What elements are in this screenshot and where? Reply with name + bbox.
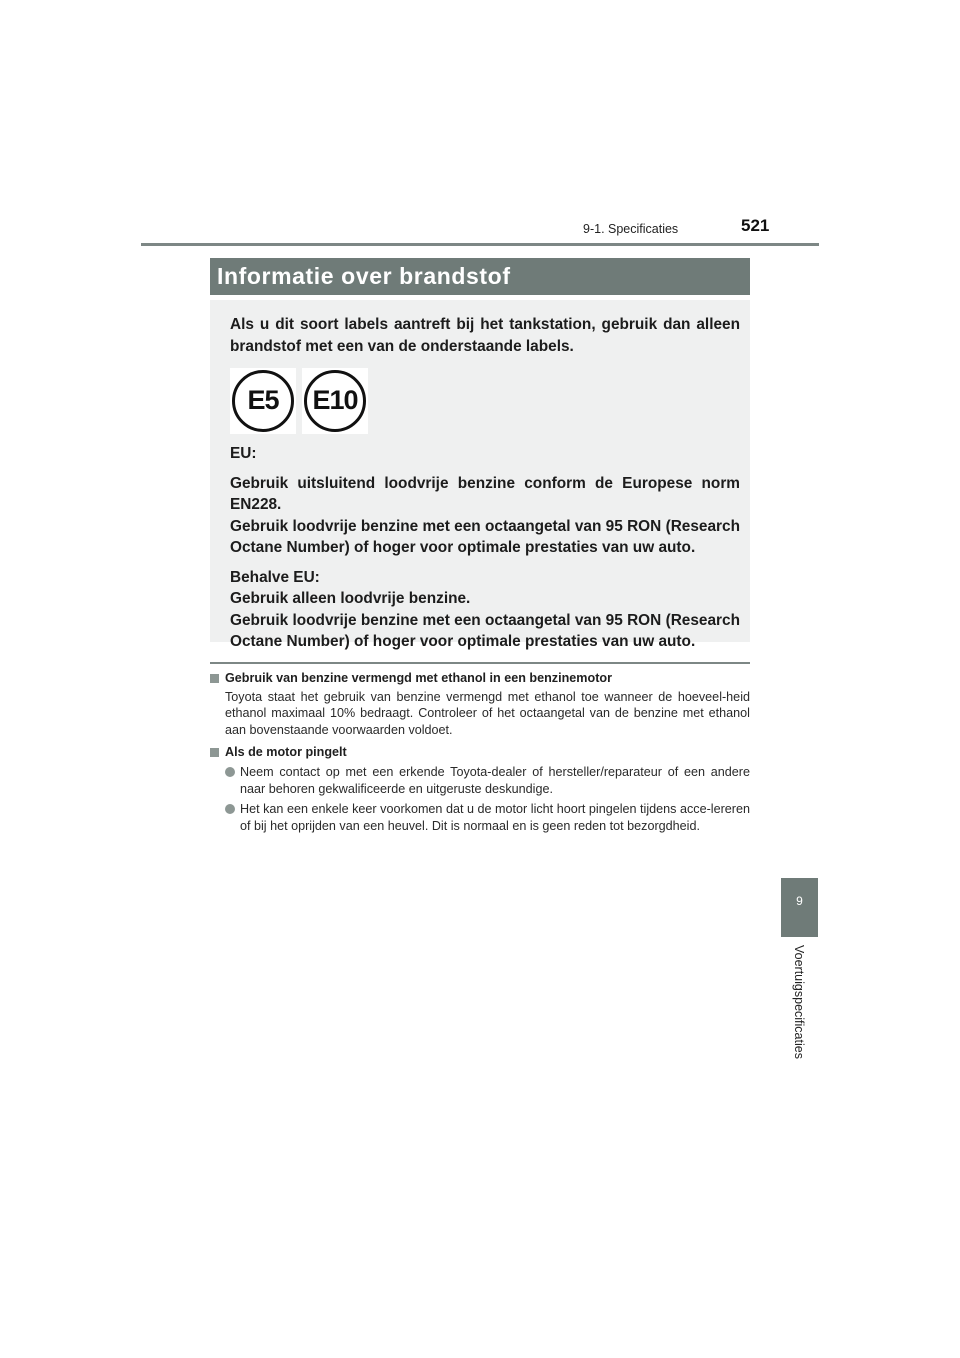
fuel-labels <box>230 368 740 434</box>
notes-section <box>210 670 750 838</box>
header-section-title: 9-1. Specificaties <box>583 222 679 236</box>
ethanol-note-heading <box>210 670 750 687</box>
intro-text: Als u dit soort labels aantreft bij het tankstation, gebruik dan alleen brandstof met een van de onderstaande labels. <box>230 316 740 355</box>
notes-divider <box>210 662 750 664</box>
eu-heading: EU: <box>230 445 257 462</box>
knock-heading-text: Als de motor pingelt <box>225 745 347 760</box>
list-item <box>210 764 750 797</box>
page-number: 521 <box>741 216 770 235</box>
round-bullet-icon <box>225 804 235 814</box>
ethanol-heading-text: Gebruik van benzine vermengd met ethanol in een benzinemotor <box>225 671 612 685</box>
knock-bullet-text-1: Neem contact op met een erkende Toyota-dealer of hersteller/reparateur of een andere naar behoren gekwalificeerde en uitgeruste deskundige. <box>240 764 750 796</box>
ethanol-note-text: Toyota staat het gebruik van benzine vermengd met ethanol toe wanneer de hoeveel-heid ethanol maximaal 10% bedraagt. Controleer of het octaangetal van de benzine met ethanol aan bovenstaande voorwaarden voldoet. <box>225 689 750 737</box>
non-eu-heading: Behalve EU: <box>230 568 320 586</box>
header-divider <box>141 243 819 246</box>
fuel-label-e10-text: E10 <box>304 370 366 432</box>
fuel-label-e10 <box>302 368 368 434</box>
list-item <box>210 801 750 834</box>
eu-text-2: Gebruik loodvrije benzine met een octaangetal van 95 RON (Research Octane Number) of hoger voor optimale prestaties van uw auto. <box>230 517 740 556</box>
chapter-tab: 9 <box>781 878 818 937</box>
square-bullet-icon <box>210 674 219 683</box>
eu-text-1: Gebruik uitsluitend loodvrije benzine conform de Europese norm EN228. <box>230 474 740 513</box>
fuel-info-box <box>210 300 750 650</box>
knock-note-heading <box>210 744 750 761</box>
fuel-label-e5-text: E5 <box>232 370 294 432</box>
chapter-side-label: Voertuigspecificaties <box>792 945 806 1059</box>
square-bullet-icon <box>210 748 219 757</box>
non-eu-text-1: Gebruik alleen loodvrije benzine. <box>230 590 471 607</box>
non-eu-text-2: Gebruik loodvrije benzine met een octaangetal van 95 RON (Research Octane Number) of hoger voor optimale prestaties van uw auto. <box>230 611 740 650</box>
section-title: Informatie over brandstof <box>210 258 750 295</box>
fuel-label-e5 <box>230 368 296 434</box>
knock-bullet-text-2: Het kan een enkele keer voorkomen dat u de motor licht hoort pingelen tijdens acce-lereren of bij het oprijden van een heuvel. Dit is normaal en is geen reden tot bezorgdheid. <box>240 802 750 833</box>
round-bullet-icon <box>225 767 235 777</box>
